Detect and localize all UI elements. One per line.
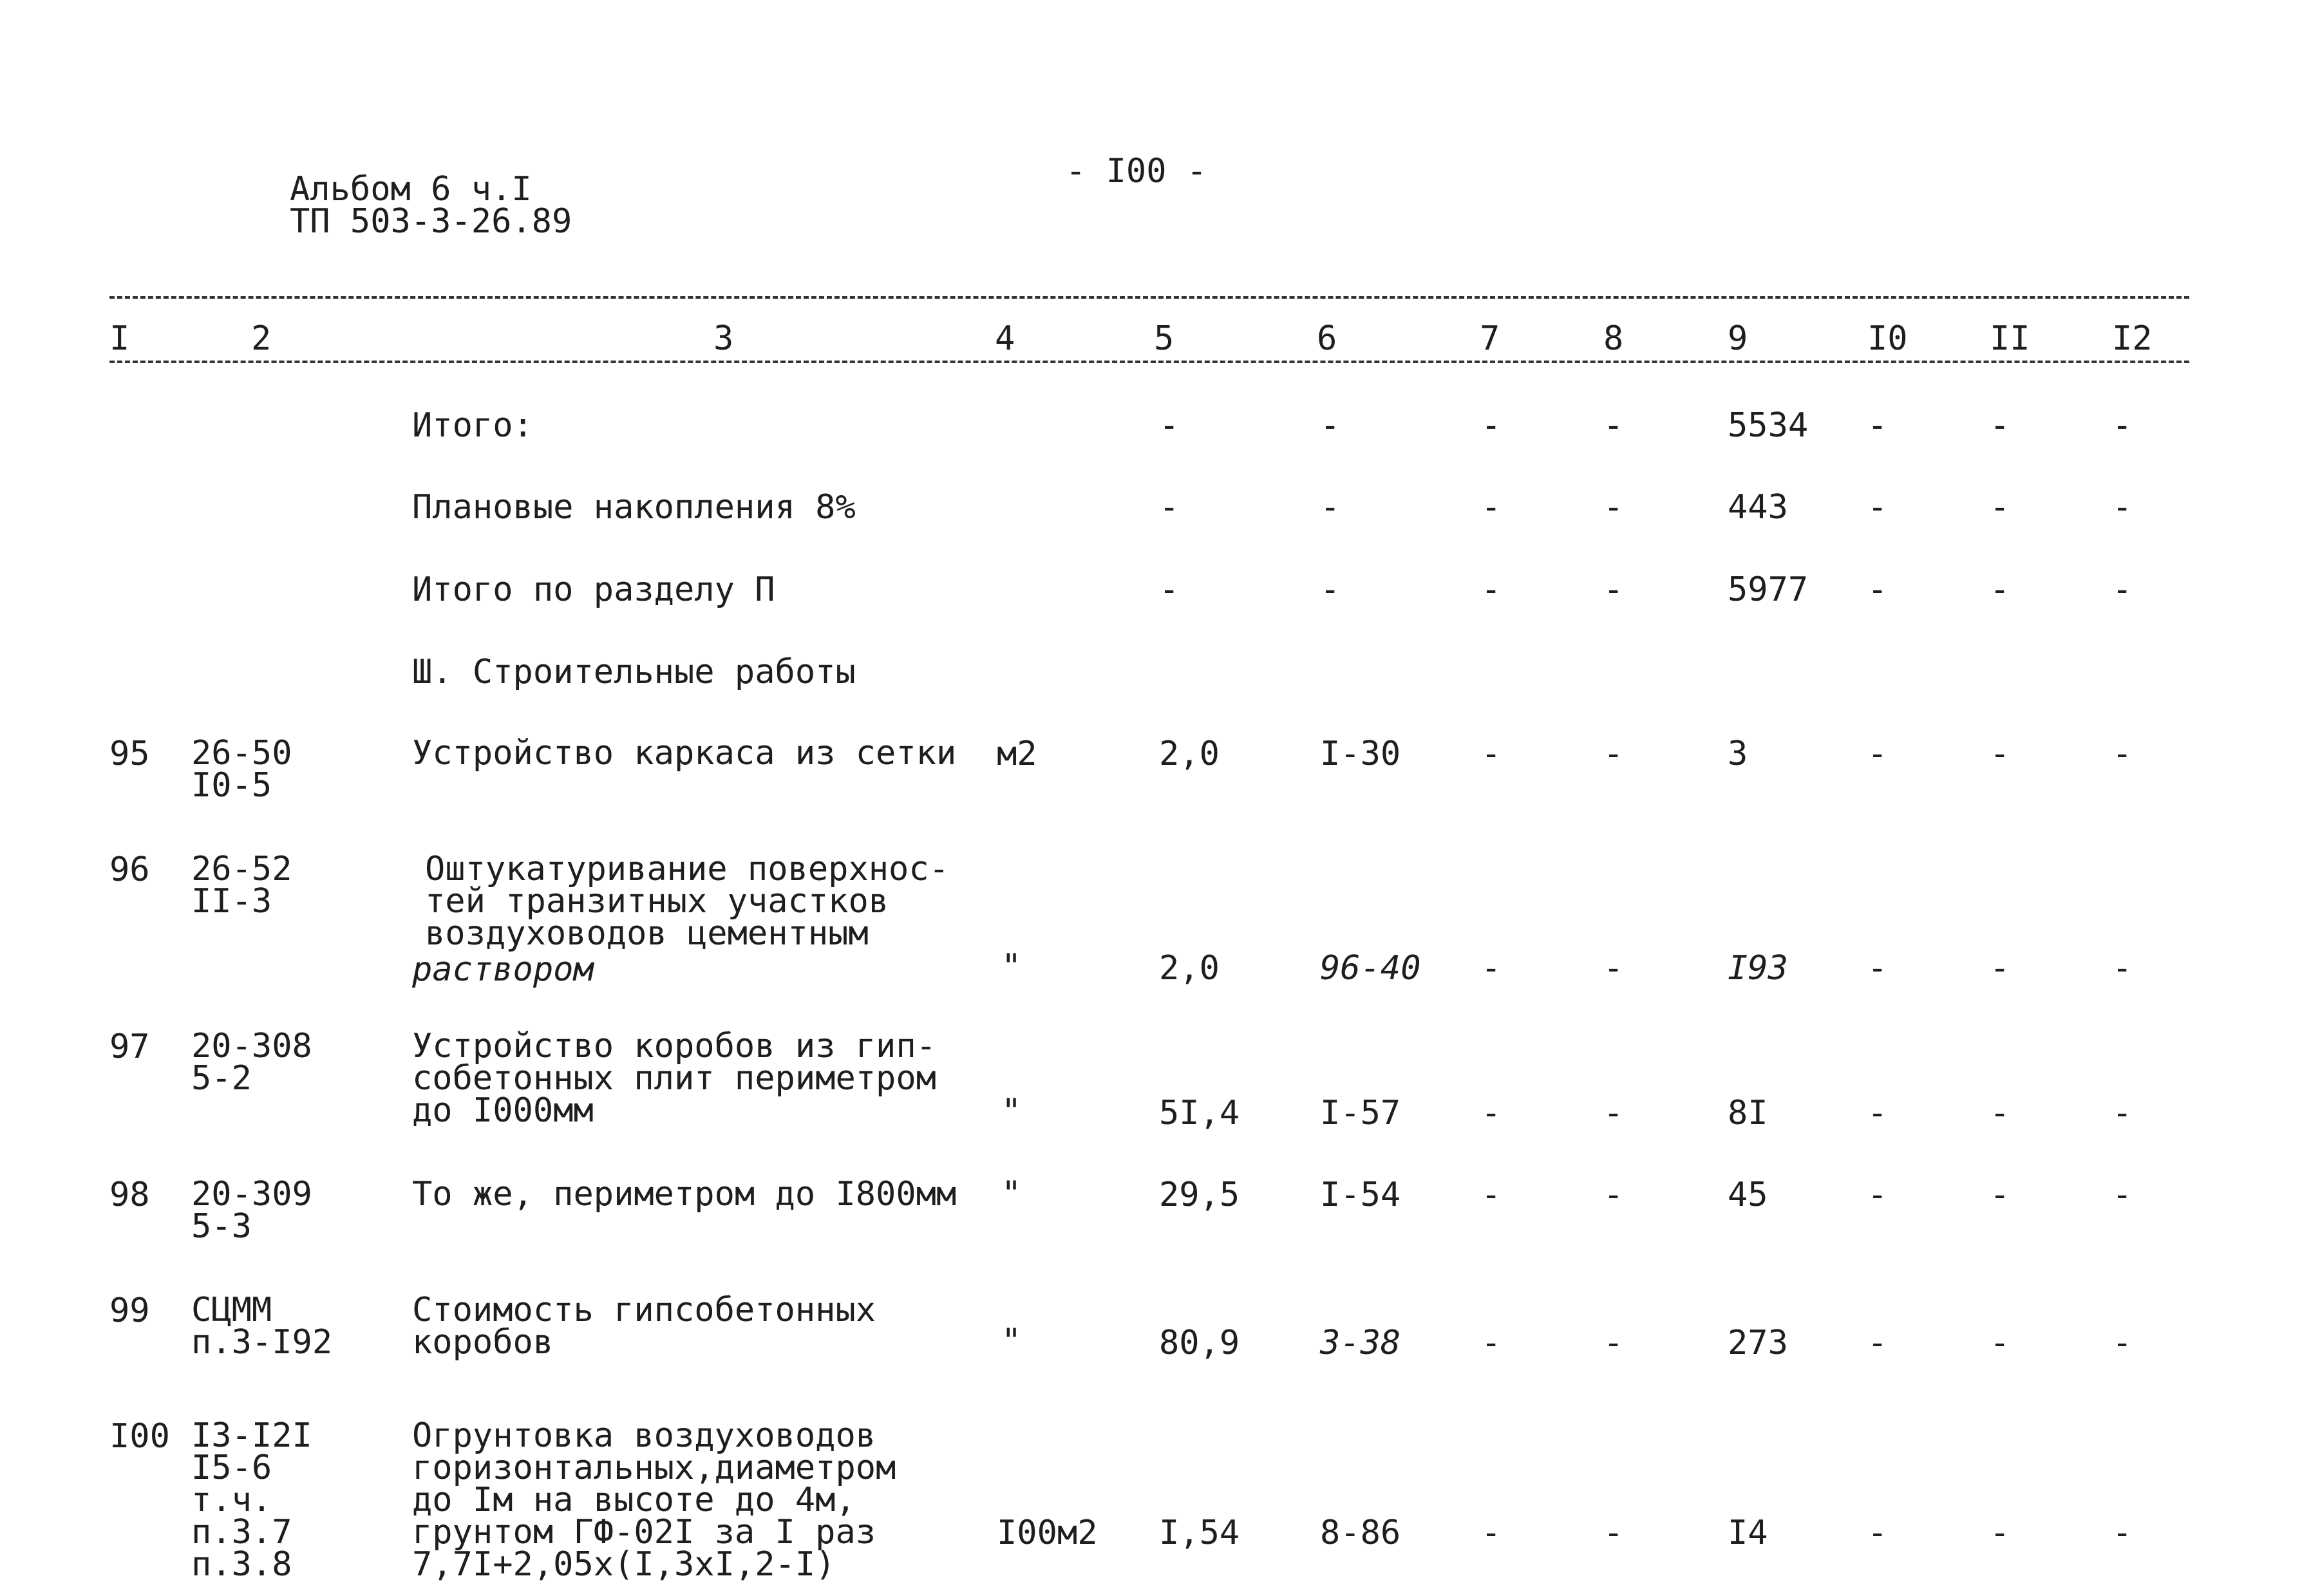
cell-col7: - bbox=[1481, 1176, 1502, 1214]
summary-label: Итого: bbox=[412, 406, 533, 445]
row-quantity: 2,0 bbox=[1159, 735, 1220, 773]
cell-col9: 443 bbox=[1728, 488, 1788, 527]
album-label: Альбом 6 ч.I bbox=[290, 170, 532, 209]
cell-col12: - bbox=[2112, 949, 2133, 988]
row-unit-price: I-30 bbox=[1320, 735, 1401, 773]
cell-col5: - bbox=[1159, 570, 1180, 609]
row-description: Стоимость гипсобетонных коробов bbox=[412, 1291, 876, 1362]
row-unit-price: 8-86 bbox=[1320, 1514, 1401, 1552]
row-quantity: 80,9 bbox=[1159, 1324, 1240, 1362]
cell-col10: - bbox=[1867, 735, 1888, 773]
row-description-continued: раствором bbox=[412, 950, 594, 989]
cell-col8: - bbox=[1603, 488, 1624, 527]
row-unit: " bbox=[1001, 1322, 1022, 1360]
column-header: 9 bbox=[1728, 319, 1748, 358]
row-description: Огрунтовка воздуховодов горизонтальных,диаметром до Iм на высоте до 4м, грунтом ГФ-02I за I раз 7,7I+2,05х(I,3хI,2-I) bbox=[412, 1416, 896, 1584]
cell-col7: - bbox=[1481, 1324, 1502, 1362]
column-header: 6 bbox=[1317, 319, 1337, 358]
column-header: I bbox=[109, 319, 130, 358]
section-title: Ш. Строительные работы bbox=[412, 653, 856, 691]
row-unit: " bbox=[1001, 1174, 1022, 1213]
cell-col11: - bbox=[1990, 488, 2010, 527]
row-code: 26-50 I0-5 bbox=[191, 734, 292, 805]
column-header: 2 bbox=[251, 319, 272, 358]
column-header: I2 bbox=[2112, 319, 2153, 358]
row-total: 3 bbox=[1728, 735, 1748, 773]
cell-col8: - bbox=[1603, 1094, 1624, 1132]
row-number: I00 bbox=[109, 1417, 170, 1456]
cell-col7: - bbox=[1481, 1094, 1502, 1132]
row-total: I4 bbox=[1728, 1514, 1768, 1552]
cell-col7: - bbox=[1481, 735, 1502, 773]
cell-col10: - bbox=[1867, 1514, 1888, 1552]
cell-col8: - bbox=[1603, 949, 1624, 988]
cell-col10: - bbox=[1867, 949, 1888, 988]
cell-col12: - bbox=[2112, 1324, 2133, 1362]
cell-col6: - bbox=[1320, 406, 1341, 445]
cell-col12: - bbox=[2112, 735, 2133, 773]
row-unit: I00м2 bbox=[997, 1514, 1098, 1552]
cell-col5: - bbox=[1159, 406, 1180, 445]
cell-col10: - bbox=[1867, 1094, 1888, 1132]
row-unit-price: I-57 bbox=[1320, 1094, 1401, 1132]
cell-col7: - bbox=[1481, 488, 1502, 527]
cell-col12: - bbox=[2112, 488, 2133, 527]
cell-col10: - bbox=[1867, 1324, 1888, 1362]
row-quantity: I,54 bbox=[1159, 1514, 1240, 1552]
summary-label: Итого по разделу П bbox=[412, 570, 775, 609]
cell-col10: - bbox=[1867, 570, 1888, 609]
cell-col7: - bbox=[1481, 949, 1502, 988]
row-unit: м2 bbox=[997, 735, 1037, 773]
cell-col6: - bbox=[1320, 570, 1341, 609]
row-quantity: 5I,4 bbox=[1159, 1094, 1240, 1132]
cell-col11: - bbox=[1990, 570, 2010, 609]
row-quantity: 29,5 bbox=[1159, 1176, 1240, 1214]
cell-col8: - bbox=[1603, 1324, 1624, 1362]
cell-col6: - bbox=[1320, 488, 1341, 527]
cell-col12: - bbox=[2112, 570, 2133, 609]
row-quantity: 2,0 bbox=[1159, 949, 1220, 988]
row-total: 273 bbox=[1728, 1324, 1788, 1362]
cell-col9: 5534 bbox=[1728, 406, 1809, 445]
cell-col11: - bbox=[1990, 735, 2010, 773]
page-number: - I00 - bbox=[1066, 152, 1207, 191]
row-code: I3-I2I I5-6 т.ч. п.3.7 п.3.8 bbox=[191, 1416, 312, 1584]
cell-col9: 5977 bbox=[1728, 570, 1809, 609]
cell-col7: - bbox=[1481, 1514, 1502, 1552]
row-unit-price: 3-38 bbox=[1320, 1324, 1401, 1362]
project-code: ТП 503-3-26.89 bbox=[290, 202, 572, 241]
row-number: 97 bbox=[109, 1028, 150, 1066]
cell-col12: - bbox=[2112, 406, 2133, 445]
cell-col8: - bbox=[1603, 1176, 1624, 1214]
column-header: 7 bbox=[1480, 319, 1500, 358]
cell-col7: - bbox=[1481, 406, 1502, 445]
cell-col11: - bbox=[1990, 1094, 2010, 1132]
column-header: 8 bbox=[1603, 319, 1624, 358]
cell-col11: - bbox=[1990, 949, 2010, 988]
row-unit-price: 96-40 bbox=[1320, 949, 1421, 988]
cell-col12: - bbox=[2112, 1514, 2133, 1552]
row-code: 20-309 5-3 bbox=[191, 1175, 312, 1246]
row-total: 8I bbox=[1728, 1094, 1768, 1132]
column-header: I0 bbox=[1867, 319, 1908, 358]
row-number: 98 bbox=[109, 1176, 150, 1214]
row-total: 45 bbox=[1728, 1176, 1768, 1214]
row-number: 95 bbox=[109, 735, 150, 773]
cell-col11: - bbox=[1990, 1176, 2010, 1214]
row-number: 96 bbox=[109, 850, 150, 889]
row-code: 20-308 5-2 bbox=[191, 1027, 312, 1098]
top-dashed-rule bbox=[109, 296, 2189, 299]
row-description: Устройство коробов из гип- собетонных плит периметром до I000мм bbox=[412, 1027, 936, 1130]
cell-col7: - bbox=[1481, 570, 1502, 609]
row-code: СЦММ п.3-I92 bbox=[191, 1291, 333, 1362]
cell-col12: - bbox=[2112, 1094, 2133, 1132]
column-header: 4 bbox=[995, 319, 1015, 358]
row-description: То же, периметром до I800мм bbox=[412, 1175, 957, 1214]
cell-col11: - bbox=[1990, 1324, 2010, 1362]
cell-col12: - bbox=[2112, 1176, 2133, 1214]
row-code: 26-52 II-3 bbox=[191, 850, 292, 921]
cell-col10: - bbox=[1867, 488, 1888, 527]
cell-col11: - bbox=[1990, 1514, 2010, 1552]
cell-col8: - bbox=[1603, 1514, 1624, 1552]
column-header: 3 bbox=[713, 319, 734, 358]
column-header: II bbox=[1990, 319, 2030, 358]
summary-label: Плановые накопления 8% bbox=[412, 488, 856, 527]
row-unit: " bbox=[1001, 1092, 1022, 1131]
row-unit: " bbox=[1001, 947, 1022, 986]
column-header: 5 bbox=[1154, 319, 1174, 358]
row-number: 99 bbox=[109, 1291, 150, 1330]
cell-col10: - bbox=[1867, 1176, 1888, 1214]
cell-col5: - bbox=[1159, 488, 1180, 527]
cell-col11: - bbox=[1990, 406, 2010, 445]
row-description: Устройство каркаса из сетки bbox=[412, 734, 957, 773]
cell-col8: - bbox=[1603, 735, 1624, 773]
cell-col8: - bbox=[1603, 406, 1624, 445]
row-description: Оштукатуривание поверхнос- тей транзитных участков воздуховодов цементным bbox=[425, 850, 949, 953]
row-unit-price: I-54 bbox=[1320, 1176, 1401, 1214]
cell-col8: - bbox=[1603, 570, 1624, 609]
header-dashed-rule bbox=[109, 361, 2189, 363]
cell-col10: - bbox=[1867, 406, 1888, 445]
row-total: I93 bbox=[1728, 949, 1788, 988]
